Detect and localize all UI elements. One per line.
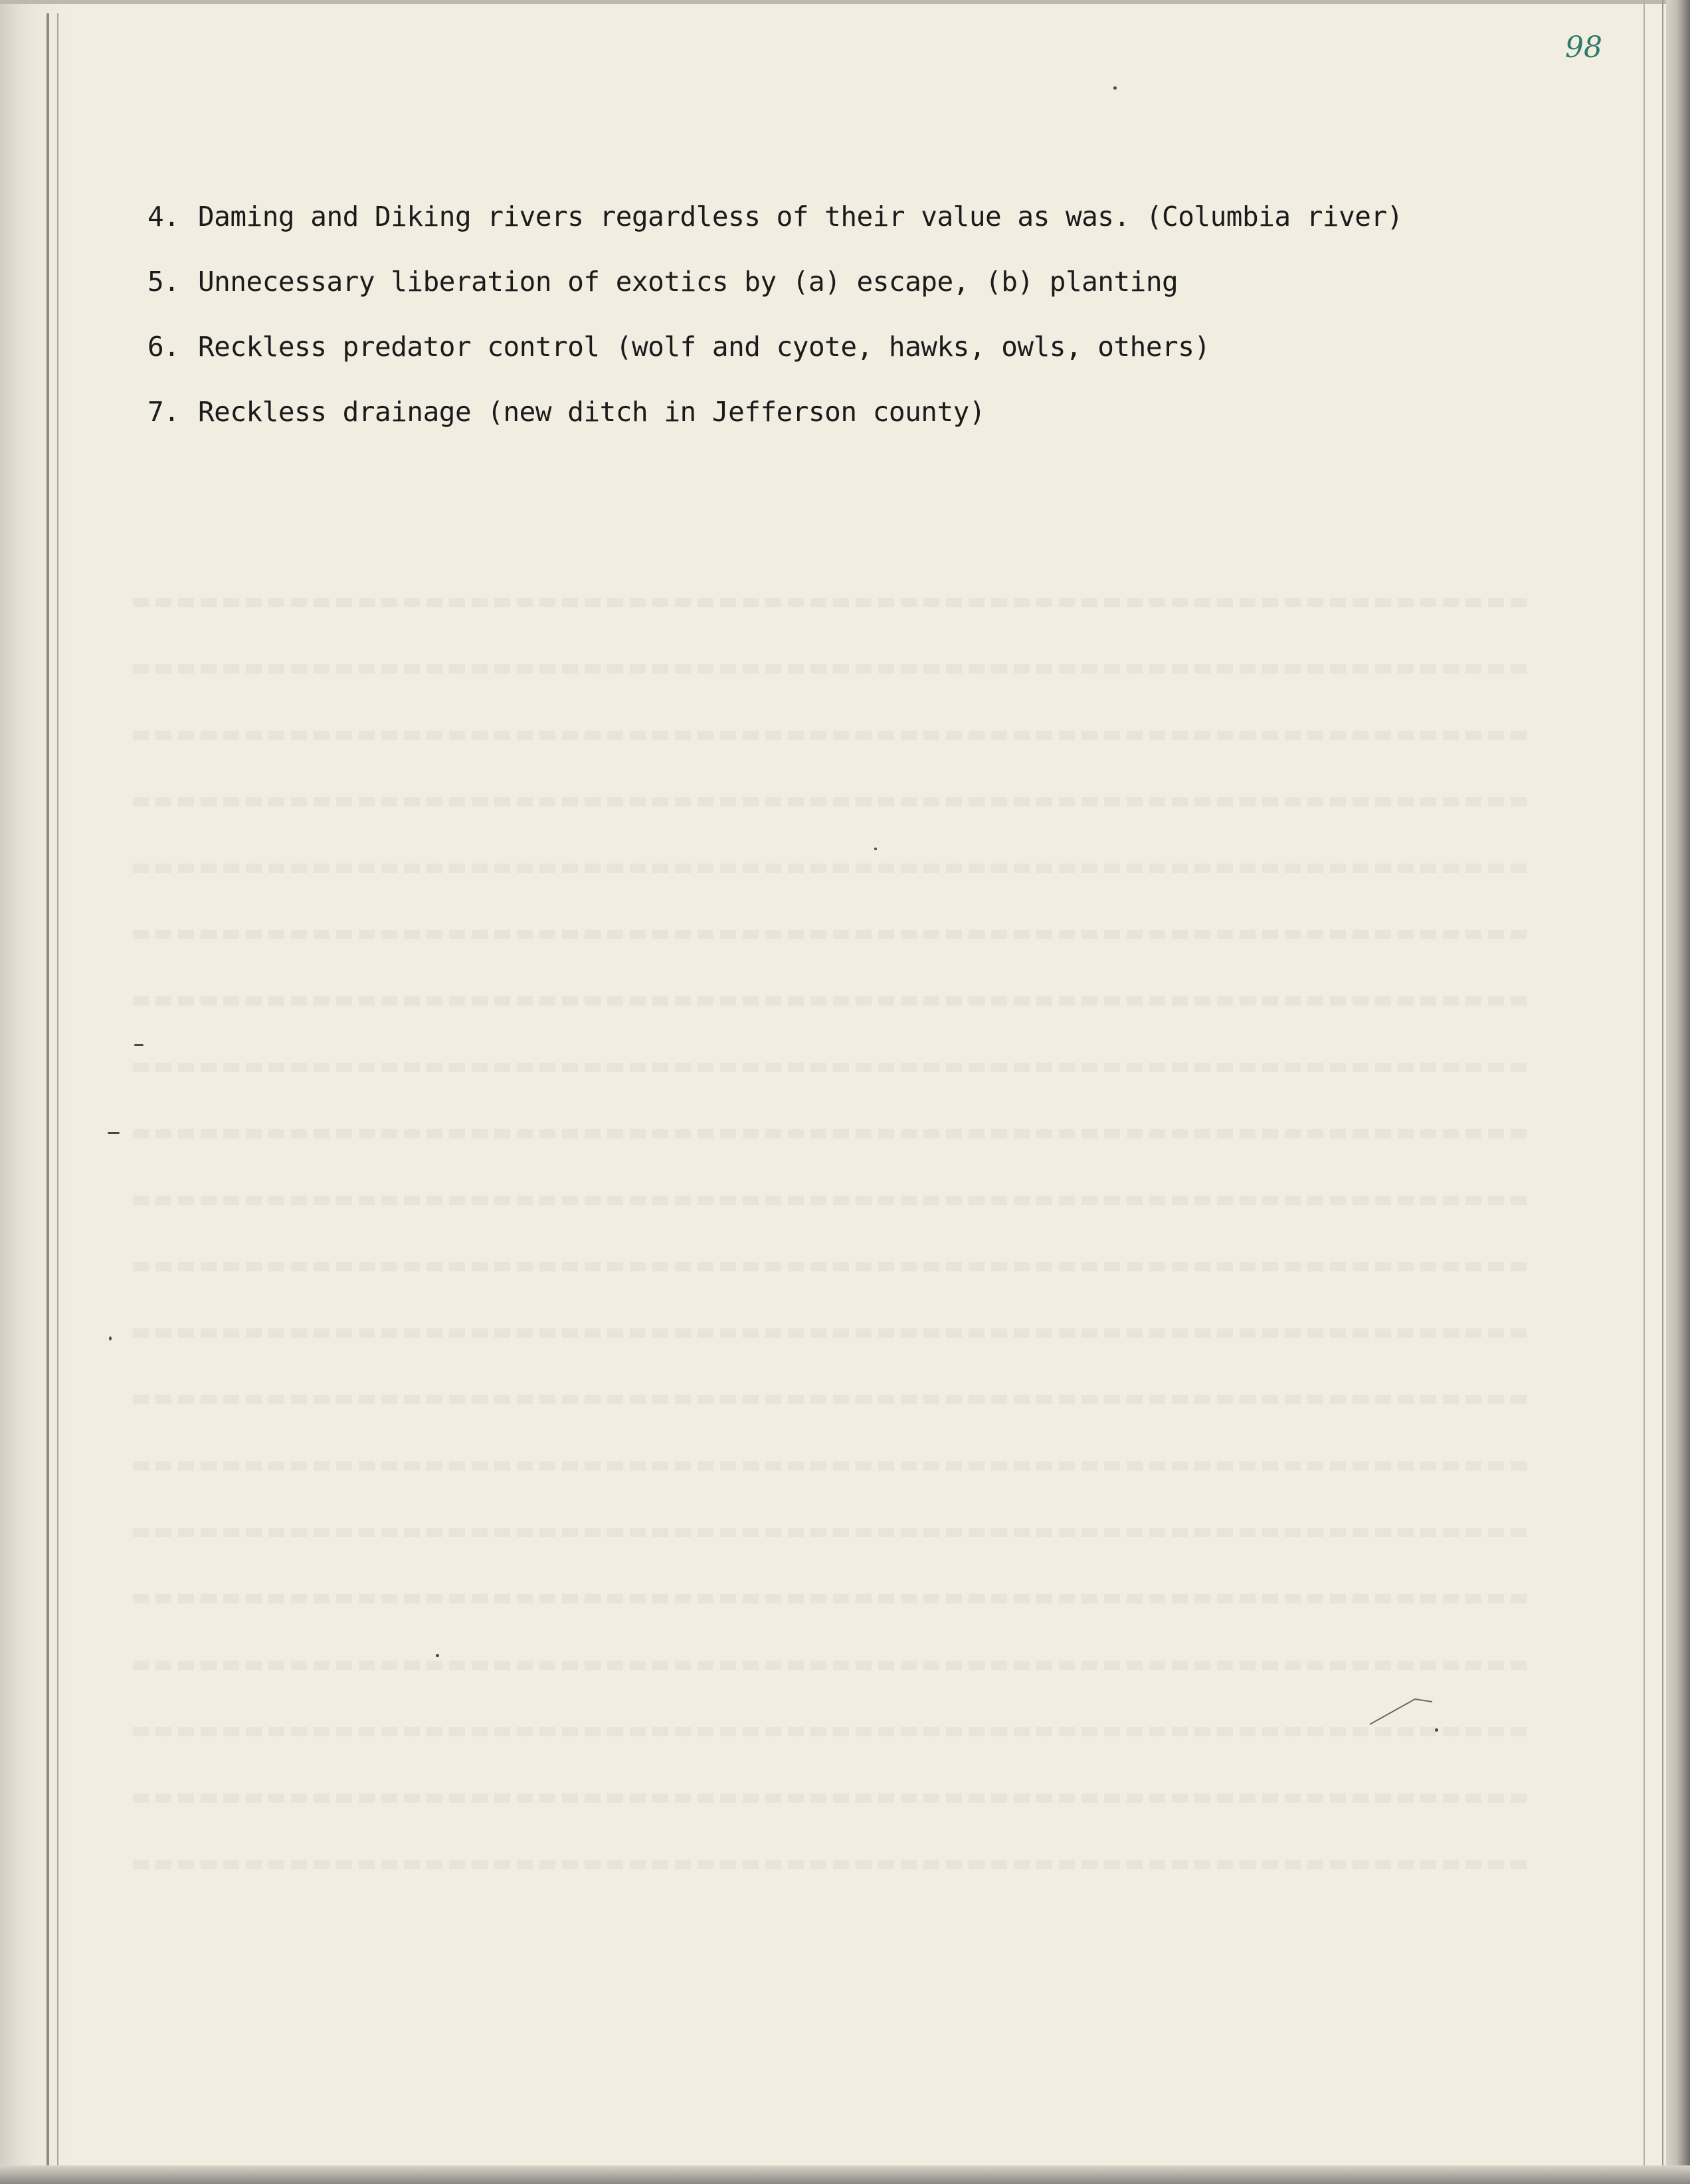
item-number: 4. — [147, 201, 180, 232]
right-page-edge-line — [1662, 0, 1663, 2184]
bleed-through-text — [133, 1262, 1528, 1271]
bleed-through-text — [133, 1860, 1528, 1869]
bleed-through-text — [133, 1395, 1528, 1404]
item-number: 6. — [147, 331, 180, 363]
bleed-through-text — [133, 1793, 1528, 1803]
bleed-through-text — [133, 1461, 1528, 1471]
bleed-through-text — [133, 996, 1528, 1006]
bleed-through-text — [133, 598, 1528, 607]
speck — [1435, 1728, 1438, 1732]
right-page-edge-line-inner — [1643, 0, 1645, 2184]
bleed-through-text — [133, 1063, 1528, 1072]
item-text: Unnecessary liberation of exotics by (a) escape, (b) planting — [198, 266, 1178, 298]
speck — [109, 1336, 112, 1340]
speck — [874, 848, 877, 850]
list-item — [147, 392, 1569, 457]
bleed-through-text — [133, 731, 1528, 740]
item-number: 5. — [147, 266, 180, 298]
item-text: Daming and Diking rivers regardless of their value as was. (Columbia river) — [198, 201, 1403, 232]
right-page-edge — [1666, 0, 1690, 2184]
typed-list — [147, 197, 1569, 457]
bleed-through-text — [133, 1196, 1528, 1205]
list-item — [147, 262, 1569, 327]
list-item — [147, 197, 1569, 262]
binding-line — [47, 13, 49, 2165]
pen-mark — [1368, 1687, 1448, 1727]
bleed-through-text — [133, 1328, 1528, 1338]
binding-shadow — [0, 0, 73, 2184]
bleed-through-text — [133, 1727, 1528, 1736]
item-text: Reckless drainage (new ditch in Jefferson county) — [198, 396, 986, 428]
speck — [1113, 86, 1117, 90]
bleed-through-text — [133, 1528, 1528, 1537]
bleed-through-text — [133, 930, 1528, 939]
bleed-through-text — [133, 1594, 1528, 1603]
item-number: 7. — [147, 396, 180, 428]
item-text: Reckless predator control (wolf and cyote, hawks, owls, others) — [198, 331, 1210, 363]
speck — [134, 1044, 143, 1046]
bleed-through-text — [133, 1661, 1528, 1670]
bleed-through-text — [133, 797, 1528, 806]
speck — [436, 1654, 439, 1657]
bleed-through-text — [133, 664, 1528, 674]
bleed-through-text — [133, 864, 1528, 873]
bottom-page-edge — [0, 2165, 1690, 2184]
binding-line-inner — [57, 13, 58, 2165]
speck — [108, 1132, 120, 1134]
bleed-through-text — [133, 1129, 1528, 1138]
page-number: 98 — [1565, 31, 1602, 64]
top-page-edge — [0, 0, 1690, 4]
list-item — [147, 327, 1569, 392]
